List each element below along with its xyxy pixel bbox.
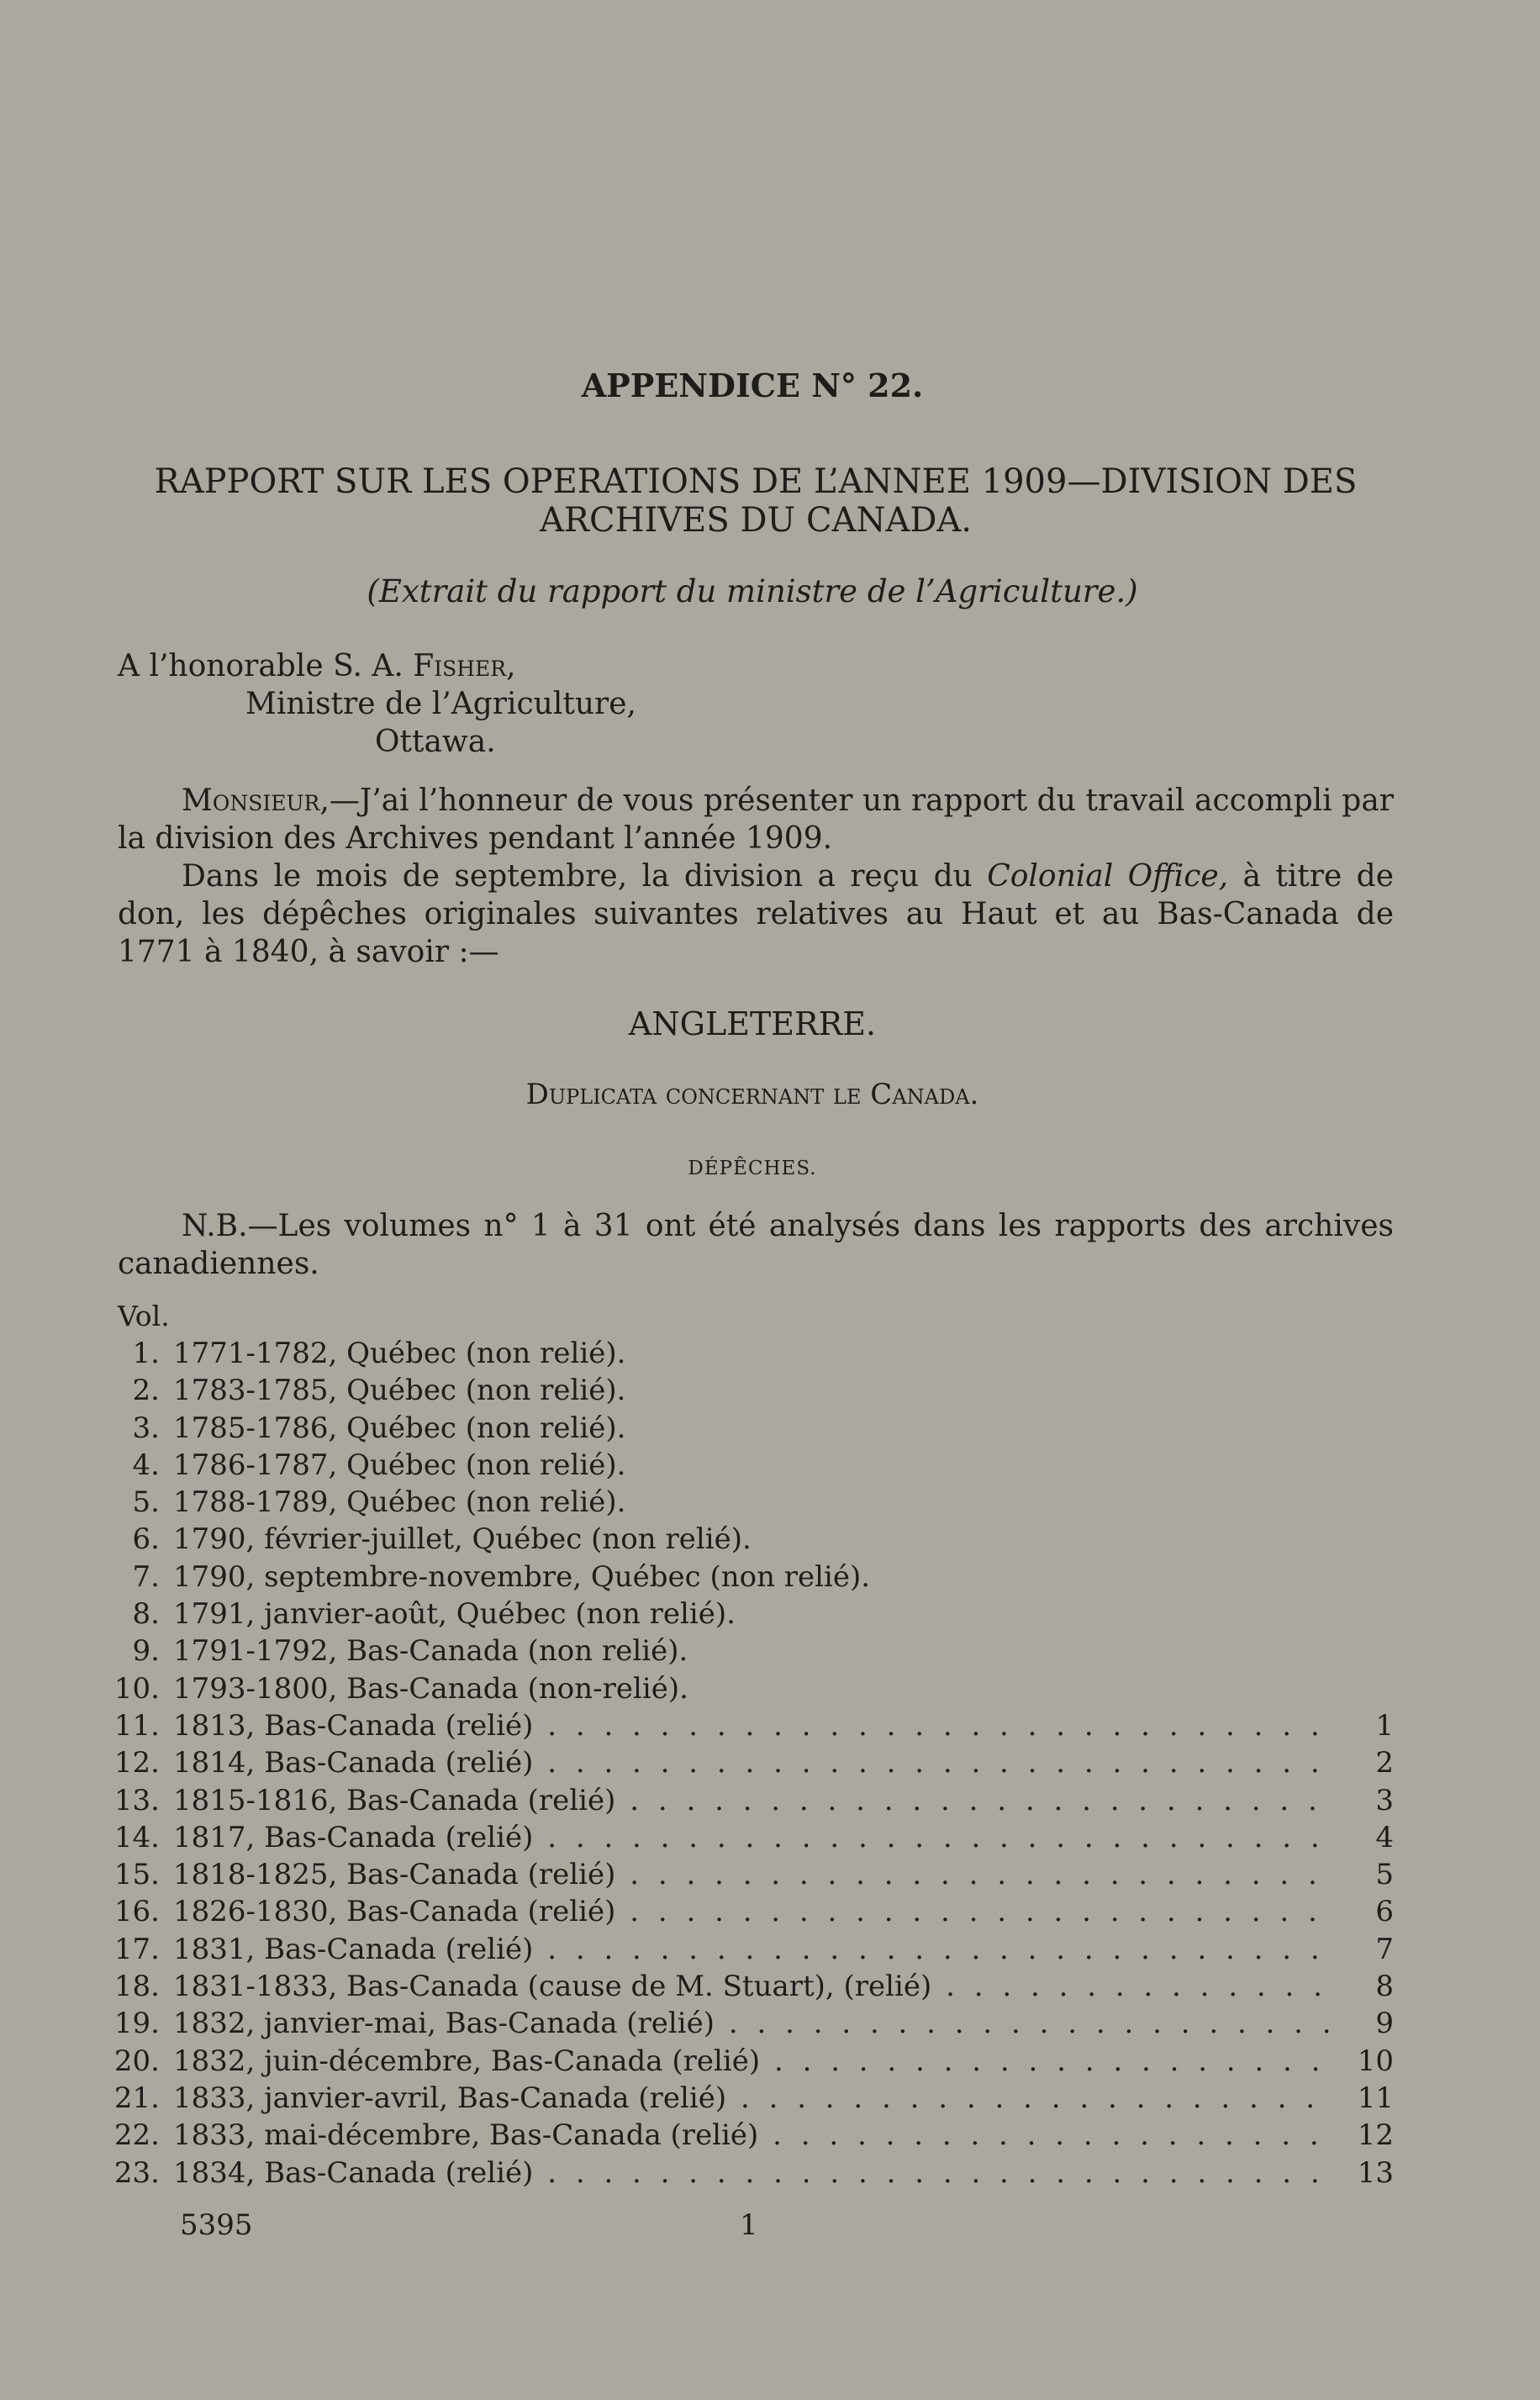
volume-description: 1785-1786, Québec (non relié). [173,1411,626,1445]
section-subtitle: Duplicata concernant le Canada. [525,1078,979,1111]
volume-page-ref: 5 [1375,1858,1394,1892]
volume-description: 1832, janvier-mai, Bas-Canada (relié) . . . [173,2005,1332,2042]
volume-number: 22. [113,2118,160,2153]
volume-description: 1832, juin-décembre, Bas-Canada (relié) . . . [173,2043,1332,2080]
volume-list [0,1335,1540,2192]
volume-description: 1791, janvier-août, Québec (non relié). [173,1597,736,1632]
volume-row [0,2155,1540,2192]
paragraph-colonial-office: Dans le mois de septembre, la division a reçu du Colonial Office, à titre de don, les dépêches originales suivantes relatives au Haut et au Bas-Canada de 1771 à 1840, à savoir :— [118,859,1394,969]
volume-number: 10. [113,1671,160,1706]
report-title-line-2: ARCHIVES DU CANADA. [539,501,973,540]
volume-description: 1831, Bas-Canada (relié) . . . [173,1931,1332,1968]
volume-description: 1818-1825, Bas-Canada (relié) . . . [173,1856,1332,1893]
volume-number: 21. [113,2081,160,2115]
appendix-heading: APPENDICE N° 22. [581,367,924,404]
volume-page-ref: 2 [1375,1746,1394,1780]
volume-row [0,1596,1540,1633]
volume-row [0,1410,1540,1447]
volume-row [0,1782,1540,1819]
volume-row [0,1744,1540,1781]
address-name: Fisher, [413,649,516,683]
printer-signature: 5395 [180,2208,253,2242]
volume-page-ref: 1 [1375,1708,1394,1743]
volume-number: 19. [113,2007,160,2041]
address-line-2: Ministre de l’Agriculture, [245,687,636,721]
page-number: 1 [740,2208,758,2242]
volume-row [0,1893,1540,1930]
volume-description: 1815-1816, Bas-Canada (relié) . . . [173,1782,1332,1819]
volume-page-ref: 13 [1357,2155,1394,2190]
depeches-heading: DÉPÊCHES. [688,1158,817,1179]
volume-number: 15. [113,1858,160,1892]
volume-description: 1833, janvier-avril, Bas-Canada (relié) . . . [173,2080,1332,2117]
volume-row [0,1819,1540,1856]
volume-row [0,1372,1540,1409]
volume-row [0,1559,1540,1596]
volume-number: 14. [113,1820,160,1854]
volume-page-ref: 7 [1375,1932,1394,1966]
volumes-header: Vol. [118,1300,170,1332]
volume-row [0,1484,1540,1521]
volume-number: 12. [113,1746,160,1780]
volume-page-ref: 4 [1375,1820,1394,1854]
volume-row [0,1931,1540,1968]
report-title [118,462,1394,540]
volume-page-ref: 9 [1375,2007,1394,2041]
volume-page-ref: 3 [1375,1783,1394,1817]
volume-description: 1814, Bas-Canada (relié) . . . [173,1744,1332,1781]
volume-description: 1786-1787, Québec (non relié). [173,1448,626,1482]
volume-page-ref: 6 [1375,1895,1394,1929]
section-title: ANGLETERRE. [628,1005,877,1042]
paragraph-intro-text: —J’ai l’honneur de vous présenter un rapport du travail accompli par la division des Archives pendant l’année 1909. [118,783,1394,856]
volume-number: 16. [113,1895,160,1929]
volume-number: 9. [132,1634,160,1669]
volume-description: 1791-1792, Bas-Canada (non relié). [173,1634,688,1669]
colonial-office-italic: Colonial Office, [987,859,1229,894]
volume-page-ref: 10 [1357,2044,1394,2078]
paragraph-intro [118,782,1394,857]
extract-note: (Extrait du rapport du ministre de l’Agriculture.) [367,573,1138,609]
volume-number: 7. [132,1559,160,1594]
volume-row [0,2043,1540,2080]
address-line-3: Ottawa. [375,725,496,759]
volume-description: 1790, février-juillet, Québec (non relié). [173,1522,752,1557]
report-title-line-1: RAPPORT SUR LES OPERATIONS DE L’ANNEE 1909—DIVISION DES [154,462,1358,501]
volume-row [0,1633,1540,1669]
volume-number: 17. [113,1932,160,1966]
volume-row [0,2117,1540,2154]
volume-number: 5. [132,1485,160,1520]
volume-description: 1833, mai-décembre, Bas-Canada (relié) . . . [173,2117,1332,2154]
volume-row [0,2080,1540,2117]
volume-description: 1826-1830, Bas-Canada (relié) . . . [173,1893,1332,1930]
volume-page-ref: 12 [1357,2118,1394,2153]
volume-number: 1. [132,1337,160,1370]
volume-description: 1771-1782, Québec (non relié). [173,1337,626,1370]
volume-row [0,1856,1540,1893]
volume-row [0,1968,1540,2005]
volume-number: 4. [132,1448,160,1482]
volume-number: 6. [132,1522,160,1557]
volume-page-ref: 8 [1375,1970,1394,2004]
note-paragraph: N.B.—Les volumes n° 1 à 31 ont été analysés dans les rapports des archives canadiennes. [118,1209,1394,1281]
volume-row [0,1447,1540,1484]
volume-row [0,2005,1540,2042]
volume-row [0,1670,1540,1707]
address-prefix: A l’honorable S. A. [118,649,403,683]
volume-number: 20. [113,2044,160,2078]
volume-description: 1793-1800, Bas-Canada (non-relié). [173,1671,688,1706]
volume-number: 18. [113,1970,160,2004]
volume-number: 13. [113,1783,160,1817]
volume-description: 1813, Bas-Canada (relié) . . . [173,1707,1332,1744]
salutation: Monsieur, [182,783,330,818]
volume-number: 11. [113,1708,160,1743]
volume-number: 3. [132,1411,160,1445]
volume-number: 2. [132,1374,160,1408]
address-line-1 [118,649,516,683]
volume-number: 8. [132,1597,160,1632]
volume-description: 1831-1833, Bas-Canada (cause de M. Stuart), (relié) . . . [173,1968,1332,2005]
volume-description: 1817, Bas-Canada (relié) . . . [173,1819,1332,1856]
volume-number: 23. [113,2155,160,2190]
volume-description: 1788-1789, Québec (non relié). [173,1485,626,1520]
volume-row [0,1335,1540,1372]
volume-description: 1834, Bas-Canada (relié) . . . [173,2155,1332,2192]
volume-description: 1783-1785, Québec (non relié). [173,1374,626,1408]
volume-description: 1790, septembre-novembre, Québec (non relié). [173,1559,871,1594]
volume-row [0,1707,1540,1744]
volume-row [0,1521,1540,1558]
volume-page-ref: 11 [1357,2081,1394,2115]
